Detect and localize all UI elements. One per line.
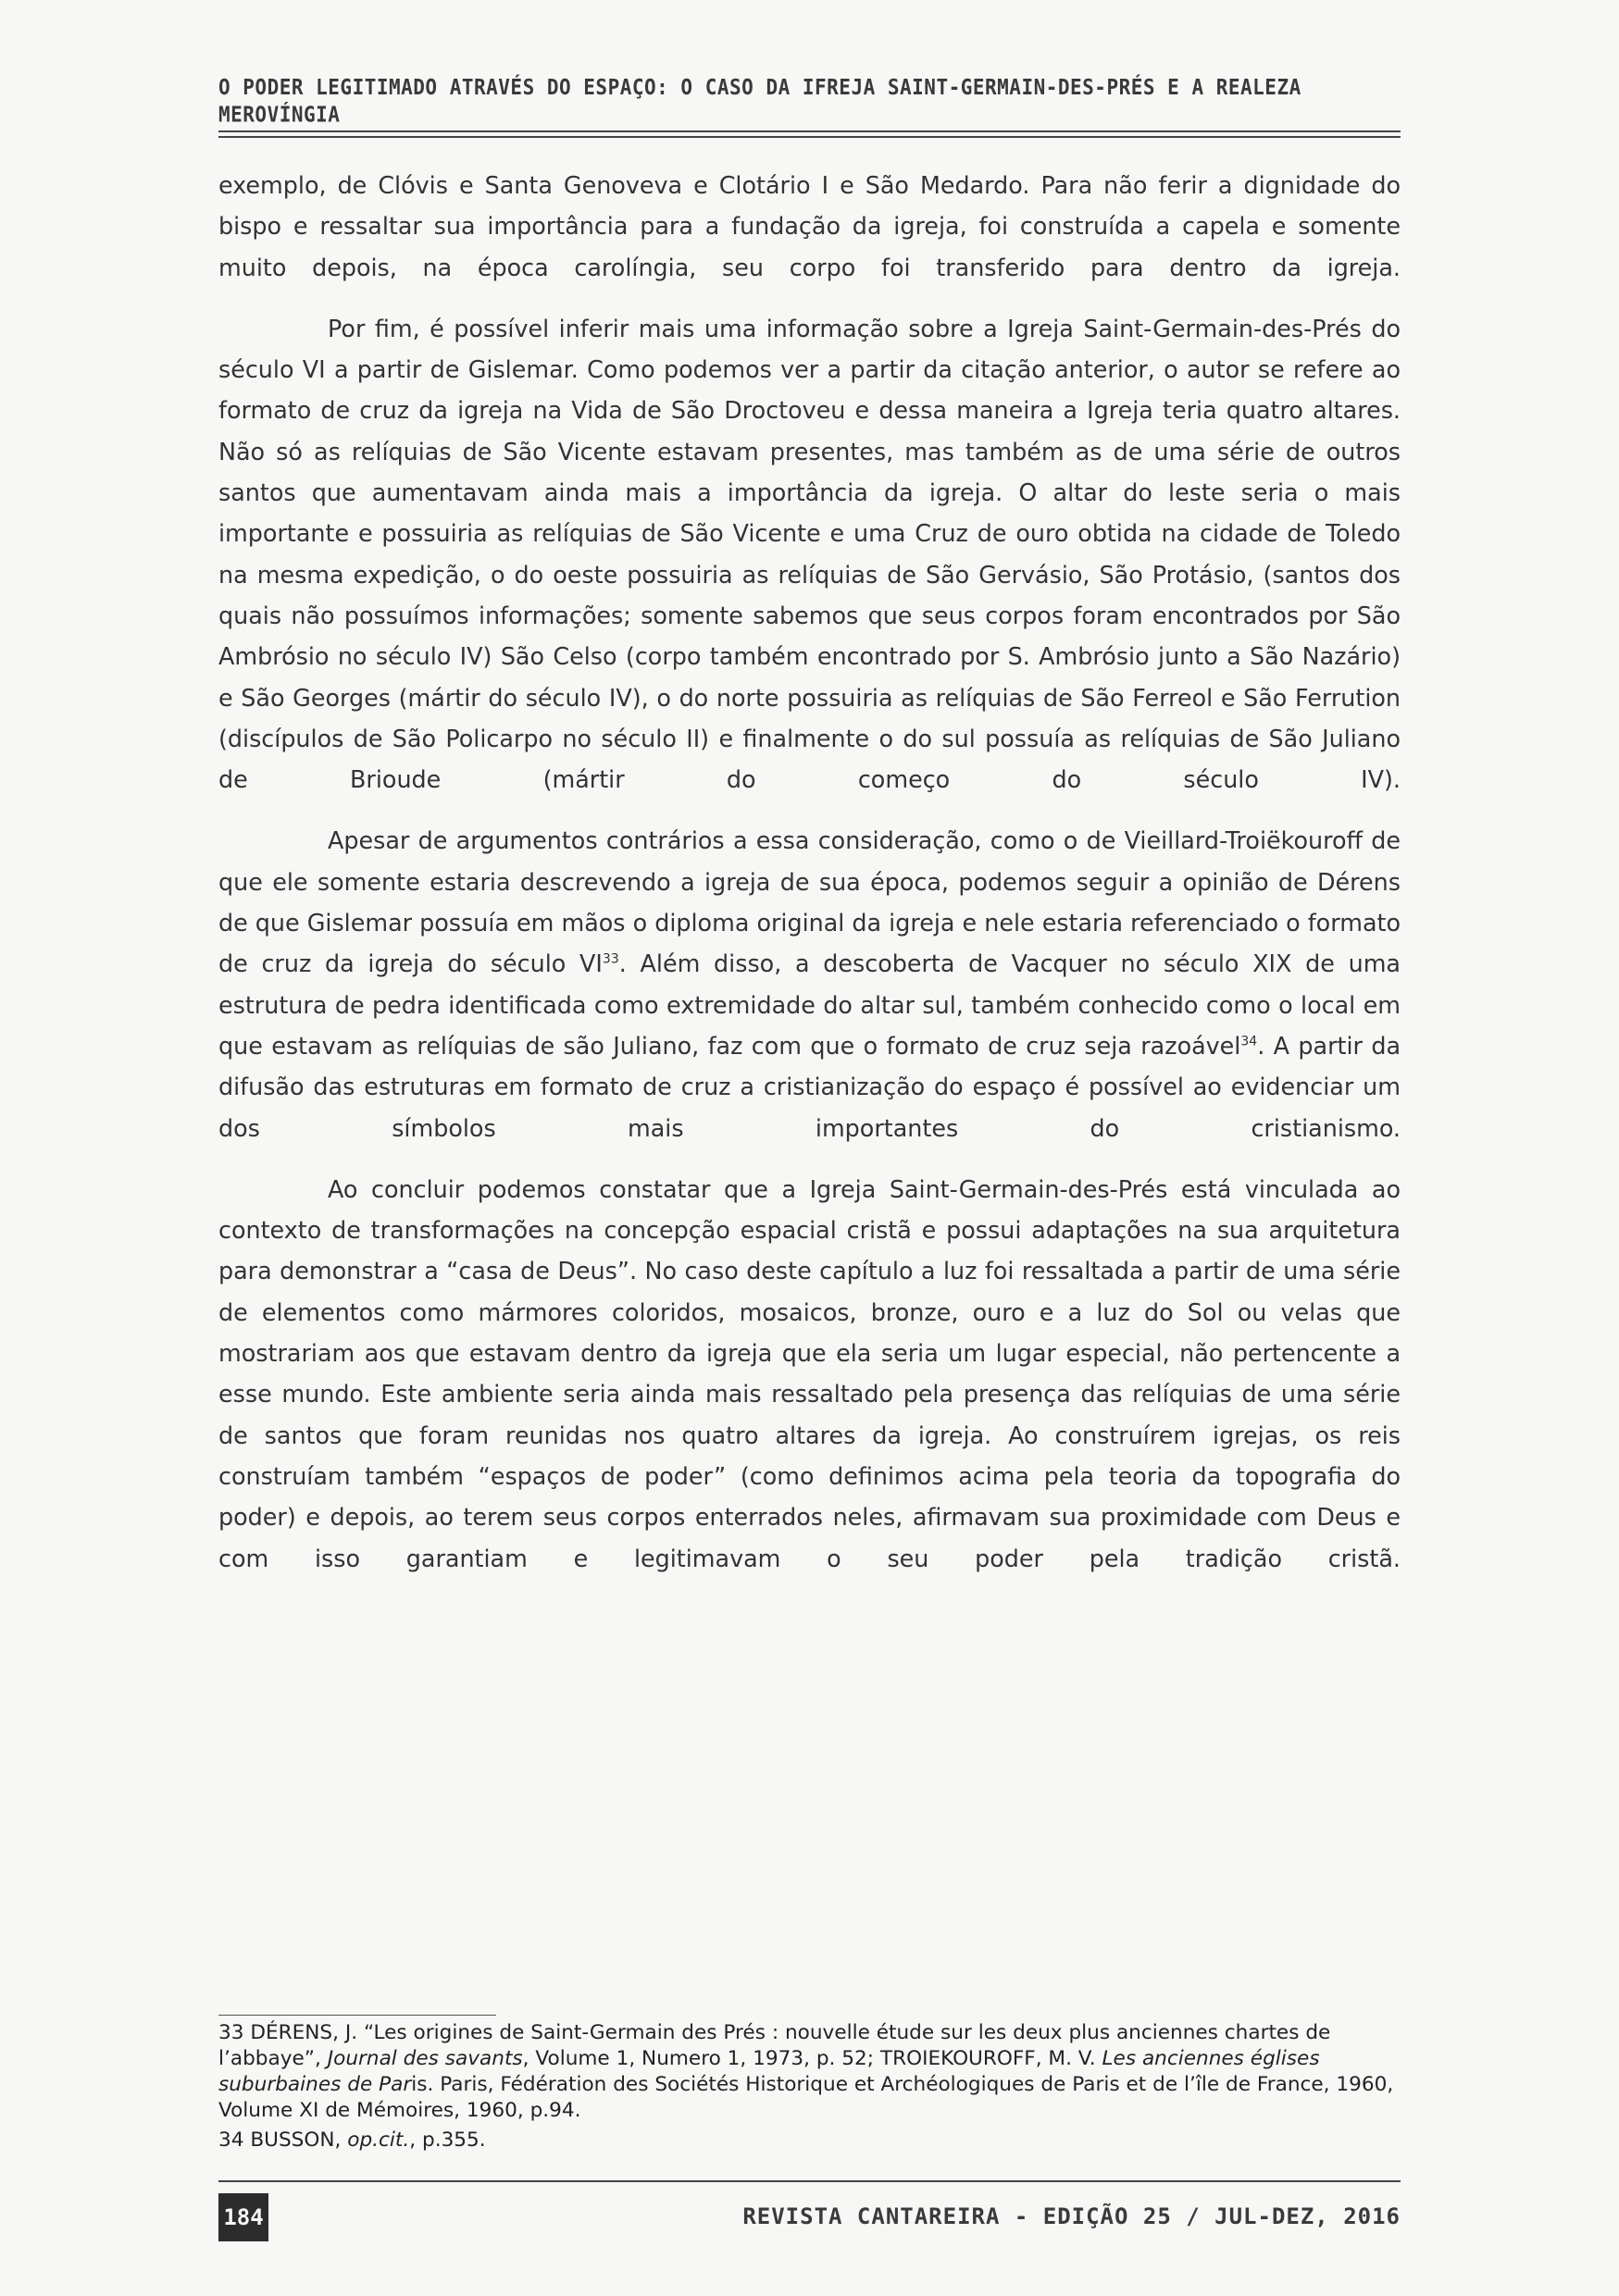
- paragraph-1: exemplo, de Clóvis e Santa Genoveva e Clotário I e São Medardo. Para não ferir a dignidade do bispo e ressaltar sua importância para a fundação da igreja, foi construída a capela e somente muito depois, na época carolíngia, seu corpo foi transferido para dentro da igreja.: [218, 171, 1401, 281]
- footnote-34: [218, 2128, 1401, 2153]
- header-rule-top: [218, 130, 1401, 132]
- journal-footer: REVISTA CANTAREIRA - EDIÇÃO 25 / JUL-DEZ, 2016: [742, 2203, 1401, 2229]
- article-body: [218, 165, 1401, 1579]
- running-header: [218, 74, 1401, 128]
- paragraph-4: Ao concluir podemos constatar que a Igreja Saint-Germain-des-Prés está vinculada ao contexto de transformações na concepção espacial cristã e possui adaptações na sua arquitetura para demonstrar a “casa de Deus”. No caso deste capítulo a luz foi ressaltada a partir de uma série de elementos como mármores coloridos, mosaicos, bronze, ouro e a luz do Sol ou velas que mostrariam aos que estavam dentro da igreja que ela seria um lugar especial, não pertencente a esse mundo. Este ambiente seria ainda mais ressaltado pela presença das relíquias de uma série de santos que foram reunidas nos quatro altares da igreja. Ao construírem igrejas, os reis construíam também “espaços de poder” (como definimos acima pela teoria da topografia do poder) e depois, ao terem seus corpos enterrados neles, afirmavam sua proximidade com Deus e com isso garantiam e legitimavam o seu poder pela tradição cristã.: [218, 1174, 1401, 1572]
- paragraph-3-part-c: . A partir da difusão das estruturas em formato de cruz a cristianização do espaço é possível ao evidenciar um dos símbolos mais importantes do cristianismo.: [218, 1031, 1401, 1142]
- footer-rule: [218, 2180, 1401, 2182]
- footnote-33-text-a: 33 DÉRENS, J. “Les origines de Saint-Germain des Prés : nouvelle étude sur les deux plus anciennes chartes de l’abbaye”,: [218, 2021, 1331, 2070]
- footnote-separator: [218, 2015, 496, 2016]
- running-header-title: O PODER LEGITIMADO ATRAVÉS DO ESPAÇO: O CASO DA IFREJA SAINT-GERMAIN-DES-PRÉS E A REALEZA MEROVÍNGIA: [218, 75, 1301, 128]
- footnote-33-text-c: , Volume 1, Numero 1, 1973, p. 52; TROIEKOUROFF, M. V.: [522, 2047, 1102, 2070]
- paragraph-2: Por fim, é possível inferir mais uma informação sobre a Igreja Saint-Germain-des-Prés do século VI a partir de Gislemar. Como podemos ver a partir da citação anterior, o autor se refere ao formato de cruz da igreja na Vida de São Droctoveu e dessa maneira a Igreja teria quatro altares. Não só as relíquias de São Vicente estavam presentes, mas também as de uma série de outros santos que aumentavam ainda mais a importância da igreja. O altar do leste seria o mais importante e possuiria as relíquias de São Vicente e uma Cruz de ouro obtida na cidade de Toledo na mesma expedição, o do oeste possuiria as relíquias de São Gervásio, São Protásio, (santos dos quais não possuímos informações; somente sabemos que seus corpos foram encontrados por São Ambrósio no século IV) São Celso (corpo também encontrado por S. Ambrósio junto a São Nazário) e São Georges (mártir do século IV), o do norte possuiria as relíquias de São Ferreol e São Ferrution (discípulos de São Policarpo no século II) e finalmente o do sul possuía as relíquias de São Juliano de Brioude (mártir do começo do século IV).: [218, 314, 1401, 794]
- paragraph-3: [218, 820, 1401, 1148]
- header-rule-bottom: [218, 136, 1401, 138]
- footnote-34-text-a: 34 BUSSON,: [218, 2128, 348, 2152]
- footnote-33-text-e: is. Paris, Fédération des Sociétés Historique et Archéologiques de Paris et de l’île de France, 1960, Volume XI de Mémoires, 1960, p.94.: [218, 2073, 1394, 2122]
- page-number: 184: [218, 2193, 268, 2241]
- footnote-33-journal-title: Journal des savants: [327, 2047, 523, 2070]
- footnote-ref-33[interactable]: 33: [602, 951, 619, 967]
- footnote-34-opcit: op.cit.: [347, 2128, 410, 2152]
- footnotes: [218, 2020, 1401, 2153]
- paragraph-3-part-b: . Além disso, a descoberta de Vacquer no século XIX de uma estrutura de pedra identificada como extremidade do altar sul, também conhecido como o local em que estavam as relíquias de são Juliano, faz com que o formato de cruz seja razoável: [218, 949, 1401, 1060]
- footnote-34-text-c: , p.355.: [409, 2128, 486, 2152]
- footnote-33-book-title: Les anciennes églises suburbaines de Par: [218, 2047, 1320, 2096]
- footnote-33: [218, 2020, 1401, 2124]
- paragraph-3-part-a: Apesar de argumentos contrários a essa consideração, como o de Vieillard-Troiëkouroff de que ele somente estaria descrevendo a igreja de sua época, podemos seguir a opinião de Dérens de que Gislemar possuía em mãos o diploma original da igreja e nele estaria referenciado o formato de cruz da igreja do século VI: [218, 826, 1401, 978]
- footnote-ref-34[interactable]: 34: [1240, 1034, 1258, 1049]
